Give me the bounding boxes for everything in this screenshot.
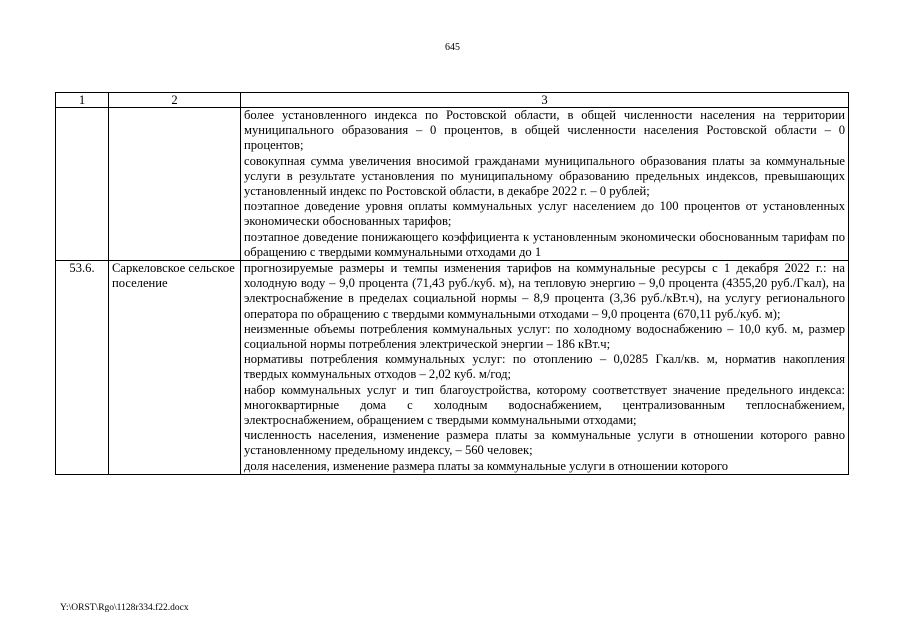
- paragraph: набор коммунальных услуг и тип благоустройства, которому соответствует значение предельного индекса: многоквартирные дома с холодным водоснабжением, централизованным теплоснабжением, электроснабжением, обращением с твердыми коммунальными отходами;: [244, 382, 845, 428]
- paragraph: поэтапное доведение уровня оплаты коммунальных услуг населением до 100 процентов от установленных экономически обоснованных тарифов;: [244, 199, 845, 229]
- paragraph: доля населения, изменение размера платы за коммунальные услуги в отношении которого: [244, 458, 729, 473]
- paragraph: прогнозируемые размеры и темпы изменения тарифов на коммунальные ресурсы с 1 декабря 2022 г.: на холодную воду – 9,0 процента (71,43 руб./куб. м), на тепловую энергию – 9,0 процента (4355,20 руб./Гкал), на электроснабжение в пределах социальной нормы – 8,9 процента (3,36 руб./кВт.ч), на услугу регионального оператора по обращению с твердыми коммунальными отходами – 9,0 процента (670,11 руб./куб. м);: [244, 261, 845, 321]
- header-col-2: 2: [109, 93, 241, 108]
- header-col-1: 1: [56, 93, 109, 108]
- row-content: [241, 261, 849, 475]
- paragraph: более установленного индекса по Ростовской области, в общей численности населения на территории муниципального образования – 0 процентов, в общей численности населения Ростовской области – 0 процентов;: [244, 108, 845, 153]
- municipality-name: Саркеловское сельское поселение: [109, 261, 241, 475]
- paragraph: численность населения, изменение размера платы за коммунальные услуги в отношении которого равно установленному предельному индексу, – 560 человек;: [244, 428, 845, 458]
- paragraph: совокупная сумма увеличения вносимой гражданами муниципального образования платы за коммунальные услуги в результате установления по муниципальному образованию предельных индексов, превышающих установленный индекс по Ростовской области, в декабре 2022 г. – 0 рублей;: [244, 153, 845, 199]
- row-number: 53.6.: [56, 261, 109, 475]
- paragraph: неизменные объемы потребления коммунальных услуг: по холодному водоснабжению – 10,0 куб. м, размер социальной нормы потребления электрической энергии – 186 кВт.ч;: [244, 321, 845, 352]
- header-col-3: 3: [241, 93, 849, 108]
- table-row: [56, 261, 849, 475]
- table-header-row: [56, 93, 849, 108]
- document-table: [55, 92, 849, 475]
- paragraph: нормативы потребления коммунальных услуг: по отоплению – 0,0285 Гкал/кв. м, норматив накопления твердых коммунальных отходов – 2,02 куб. м/год;: [244, 352, 845, 382]
- row-content: [241, 108, 849, 261]
- paragraph: поэтапное доведение понижающего коэффициента к установленным экономически обоснованным тарифам по обращению с твердыми коммунальными отходами до 1: [244, 229, 845, 259]
- page-number: 645: [445, 42, 460, 53]
- municipality-name: [109, 108, 241, 261]
- row-number: [56, 108, 109, 261]
- table-row: [56, 108, 849, 261]
- file-path-footer: Y:\ORST\Rgo\1128r334.f22.docx: [60, 603, 189, 613]
